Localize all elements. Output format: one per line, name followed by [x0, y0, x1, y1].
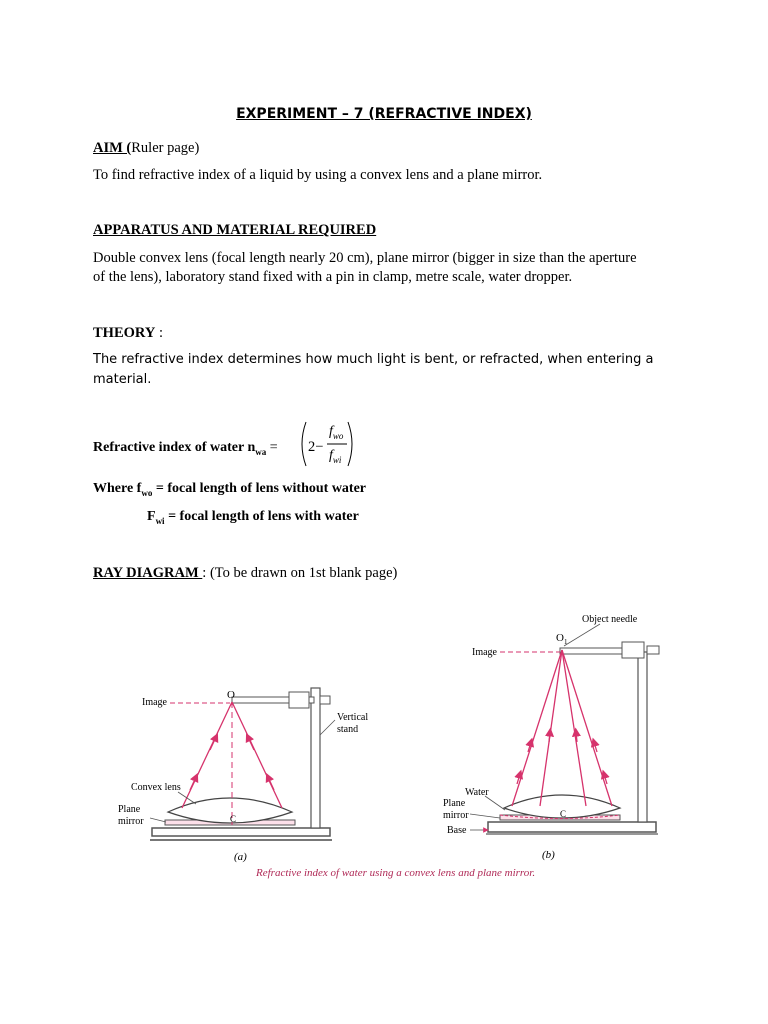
aim-heading: AIM (: [93, 140, 132, 156]
figure-a: [118, 688, 368, 863]
num-sub: wo: [332, 430, 344, 441]
fig-a-label-c: C: [230, 814, 237, 824]
formula-parentheses: [298, 418, 358, 470]
fig-b-ray-3: [562, 650, 586, 806]
fig-b-label-base: Base: [447, 825, 467, 836]
fig-b-label-image: Image: [472, 647, 497, 658]
fig-b-clamp: [622, 642, 644, 658]
fig-a-clamp: [289, 692, 309, 708]
fig-a-vertical-stand: [311, 688, 320, 828]
fig-b-caption: (b): [542, 849, 555, 861]
formula-label: [93, 440, 278, 457]
fraction-denominator: [329, 448, 341, 465]
where2-sub: wi: [155, 515, 165, 526]
fig-a-mirror-pointer: [150, 818, 166, 822]
fig-b-ray-2: [540, 650, 562, 806]
aim-note: Ruler page): [131, 140, 200, 156]
fig-a-stand-pointer: [320, 720, 335, 735]
fig-b-label-o1: $O_1$: [556, 632, 568, 646]
theory-text: The refractive index determines how much light is bent, or refracted, when entering a material.: [93, 352, 654, 387]
where-line-2: [147, 509, 359, 526]
ray-diagram-figure: [0, 600, 768, 890]
fig-a-label-stand: stand: [337, 724, 359, 735]
formula-eq: =: [266, 440, 278, 455]
fig-a-label-image: Image: [142, 697, 167, 708]
fig-a-arrow-1: [210, 737, 216, 750]
fig-a-base: [152, 828, 330, 836]
fig-b-ray-1: [512, 650, 562, 806]
where1-sub: wo: [141, 487, 153, 498]
fig-b-label-water: Water: [465, 787, 489, 798]
theory-heading-row: [93, 324, 163, 342]
where1-a: Where f: [93, 481, 142, 496]
den-sub: wi: [332, 454, 342, 465]
where2-b: = focal length of lens with water: [164, 509, 359, 524]
fig-b-vertical-stand: [638, 652, 647, 822]
ray-diagram-heading: RAY DIAGRAM: [93, 565, 203, 581]
fig-b-mirror-pointer: [470, 814, 500, 818]
ray-diagram-note: : (To be drawn on 1st blank page): [202, 565, 398, 581]
apparatus-line-2: of the lens), laboratory stand fixed with a pin in clamp, metre scale, water dropper.: [93, 269, 573, 285]
fraction-numerator: [329, 424, 343, 441]
fig-a-caption: (a): [234, 851, 247, 863]
fig-a-ray-2: [232, 702, 282, 808]
fig-a-label-o: O: [227, 689, 235, 701]
fig-a-arrow-4: [268, 777, 274, 790]
figure-b: [443, 614, 659, 861]
fig-a-arrow-2: [190, 777, 196, 790]
num-f: f: [329, 424, 333, 439]
theory-heading: THEORY: [93, 325, 156, 341]
formula-label-text: Refractive index of water n: [93, 440, 256, 455]
page-title: EXPERIMENT – 7 (REFRACTIVE INDEX): [236, 106, 532, 122]
fig-b-label-object-needle: Object needle: [582, 614, 638, 625]
where2-a: F: [147, 509, 156, 524]
formula-sub: wa: [255, 446, 267, 457]
fig-b-label-c: C: [560, 809, 567, 819]
where-line-1: [93, 481, 366, 498]
theory-colon: :: [155, 325, 163, 341]
fig-a-lens-pointer: [178, 792, 196, 804]
fig-a-label-mirror: mirror: [118, 816, 144, 827]
figure-caption: Refractive index of water using a convex lens and plane mirror.: [256, 867, 536, 879]
den-f: f: [329, 448, 333, 463]
fig-b-label-plane: Plane: [443, 798, 466, 809]
fig-b-base: [488, 822, 656, 832]
fig-b-ray-4: [562, 650, 612, 806]
aim-section: [93, 139, 199, 157]
fig-b-screw: [647, 646, 659, 654]
aim-text: To find refractive index of a liquid by using a convex lens and a plane mirror.: [93, 167, 543, 183]
apparatus-heading: APPARATUS AND MATERIAL REQUIRED: [93, 222, 377, 238]
where1-b: = focal length of lens without water: [152, 481, 367, 496]
apparatus-line-1: Double convex lens (focal length nearly 20 cm), plane mirror (bigger in size than the aperture: [93, 250, 637, 266]
formula-two: 2−: [308, 439, 324, 455]
fig-a-arrow-3: [248, 737, 254, 750]
fig-b-water-pointer: [485, 796, 505, 810]
fig-a-label-convex-lens: Convex lens: [131, 782, 181, 793]
fig-a-label-plane: Plane: [118, 804, 141, 815]
ray-diagram-heading-row: [93, 564, 397, 582]
fig-a-ray-1: [182, 702, 232, 808]
fig-b-label-mirror: mirror: [443, 810, 469, 821]
fig-a-screw: [320, 696, 330, 704]
fig-b-needle-pointer: [564, 624, 600, 646]
fig-a-label-vertical: Vertical: [337, 712, 369, 723]
